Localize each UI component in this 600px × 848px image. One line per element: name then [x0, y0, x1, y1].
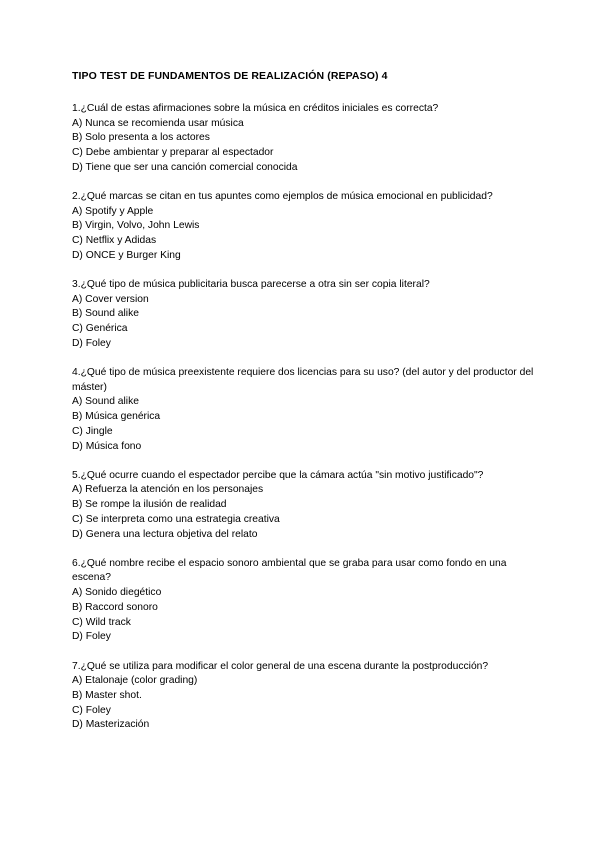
- option-d: D) Foley: [72, 337, 111, 349]
- option-c: C) Se interpreta como una estrategia creativa: [72, 513, 280, 525]
- question-7: [72, 660, 542, 734]
- option-c: C) Genérica: [72, 323, 128, 335]
- document-title: TIPO TEST DE FUNDAMENTOS DE REALIZACIÓN (REPASO) 4: [72, 70, 388, 82]
- question-text: 6.¿Qué nombre recibe el espacio sonoro ambiental que se graba para usar como fondo en una escena?: [72, 557, 507, 584]
- option-b: B) Raccord sonoro: [72, 601, 158, 613]
- option-d: D) Masterización: [72, 719, 150, 731]
- option-d: D) Música fono: [72, 440, 142, 452]
- option-a: A) Spotify y Apple: [72, 205, 154, 217]
- question-3: [72, 278, 542, 352]
- option-c: C) Jingle: [72, 425, 113, 437]
- question-text: 1.¿Cuál de estas afirmaciones sobre la música en créditos iniciales es correcta?: [72, 103, 439, 114]
- question-text: 2.¿Qué marcas se citan en tus apuntes como ejemplos de música emocional en publicidad?: [72, 191, 493, 203]
- question-5: [72, 469, 542, 543]
- option-a: A) Cover version: [72, 293, 149, 305]
- option-a: A) Refuerza la atención en los personajes: [72, 484, 264, 496]
- option-c: C) Netflix y Adidas: [72, 235, 157, 247]
- option-a: A) Sound alike: [72, 396, 139, 408]
- option-b: B) Solo presenta a los actores: [72, 132, 210, 144]
- question-1: [72, 102, 542, 176]
- option-d: D) Foley: [72, 631, 111, 643]
- question-text: 7.¿Qué se utiliza para modificar el color general de una escena durante la postproducción?: [72, 660, 489, 672]
- option-b: B) Virgin, Volvo, John Lewis: [72, 220, 200, 232]
- option-c: C) Debe ambientar y preparar al espectador: [72, 147, 274, 159]
- question-6: [72, 557, 542, 645]
- option-a: A) Etalonaje (color grading): [72, 675, 198, 687]
- option-a: A) Sonido diegético: [72, 587, 162, 599]
- option-d: D) Genera una lectura objetiva del relato: [72, 528, 258, 540]
- question-2: [72, 190, 542, 264]
- question-text: 3.¿Qué tipo de música publicitaria busca parecerse a otra sin ser copia literal?: [72, 279, 430, 291]
- option-a: A) Nunca se recomienda usar música: [72, 117, 244, 129]
- question-4: [72, 366, 542, 454]
- option-b: B) Se rompe la ilusión de realidad: [72, 499, 227, 511]
- option-b: B) Música genérica: [72, 411, 161, 423]
- option-b: B) Master shot.: [72, 689, 142, 701]
- question-text: 5.¿Qué ocurre cuando el espectador percibe que la cámara actúa "sin motivo justificado"?: [72, 469, 484, 481]
- document-page: [72, 70, 542, 748]
- option-c: C) Wild track: [72, 616, 131, 628]
- option-c: C) Foley: [72, 704, 111, 716]
- question-text: 4.¿Qué tipo de música preexistente requiere dos licencias para su uso? (del autor y del productor del máster): [72, 367, 534, 393]
- option-d: D) Tiene que ser una canción comercial conocida: [72, 161, 298, 173]
- option-b: B) Sound alike: [72, 308, 139, 320]
- option-d: D) ONCE y Burger King: [72, 249, 181, 261]
